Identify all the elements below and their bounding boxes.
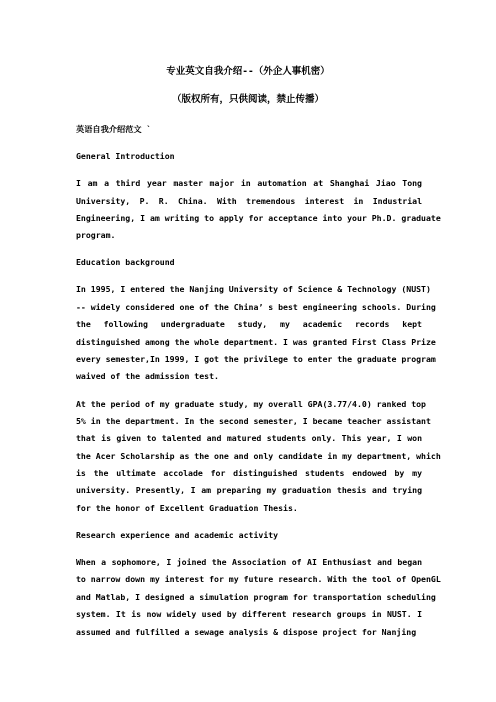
text-line: At the period of my graduate study, my overall GPA(3.77/4.0) ranked top xyxy=(76,398,426,409)
document-body xyxy=(76,121,441,651)
text-line: the following undergraduate study, my academic records kept xyxy=(76,319,422,330)
text-line: for the honor of Excellent Graduation Thesis. xyxy=(76,502,298,513)
text-line: is the ultimate accolade for distinguished students endowed by my xyxy=(76,468,422,479)
text-line: that is given to talented and matured students only. This year, I won xyxy=(76,433,422,444)
education-paragraph-2 xyxy=(76,396,441,518)
text-line: In 1995, I entered the Nanjing University of Science & Technology (NUST) xyxy=(76,284,431,295)
text-line: Research experience and academic activity xyxy=(76,529,279,540)
text-line: university. Presently, I am preparing my graduation thesis and trying xyxy=(76,485,422,496)
text-line: General Introduction xyxy=(76,151,175,162)
education-paragraph-1 xyxy=(76,281,436,385)
text-line: assumed and fulfilled a sewage analysis & dispose project for Nanjing xyxy=(76,626,417,637)
text-line: -- widely considered one of the China’ s best engineering schools. During xyxy=(76,301,436,312)
text-line: and Matlab, I designed a simulation program for transportation scheduling xyxy=(76,591,436,602)
text-line: I am a third year master major in automation at Shanghai Jiao Tong xyxy=(76,178,422,189)
text-line: distinguished among the whole department. I was granted First Class Prize xyxy=(76,336,436,347)
text-line: 5% in the department. In the second semester, I became teacher assistant xyxy=(76,415,431,426)
research-paragraph xyxy=(76,554,441,641)
text-line: every semester,In 1999, I got the privilege to enter the graduate program xyxy=(76,354,436,365)
education-background-heading xyxy=(76,254,422,271)
document-title: 专业英文自我介绍--（外企人事机密） xyxy=(166,66,330,77)
general-introduction-paragraph xyxy=(76,175,441,245)
text-line: Education background xyxy=(76,257,175,268)
text-line: system. It is now widely used by different research groups in NUST. I xyxy=(76,609,422,620)
text-line: When a sophomore, I joined the Association of AI Enthusiast and began xyxy=(76,557,422,568)
text-line: to narrow down my interest for my future research. With the tool of OpenGL xyxy=(76,574,441,585)
text-line: Engineering, I am writing to apply for acceptance into your Ph.D. graduate xyxy=(76,212,441,223)
document-subtitle: （版权所有，只供阅读，禁止传播） xyxy=(171,94,324,105)
text-line: 英语自我介绍范文 ` xyxy=(76,124,152,134)
text-line: program. xyxy=(76,230,116,241)
text-line: the Acer Scholarship as the one and only candidate in my department, which xyxy=(76,450,441,461)
intro-heading-cn xyxy=(76,121,422,138)
text-line: waived of the admission test. xyxy=(76,371,219,382)
general-introduction-heading xyxy=(76,148,422,165)
text-line: University, P. R. China. With tremendous interest in Industrial xyxy=(76,195,422,206)
research-heading xyxy=(76,527,422,544)
